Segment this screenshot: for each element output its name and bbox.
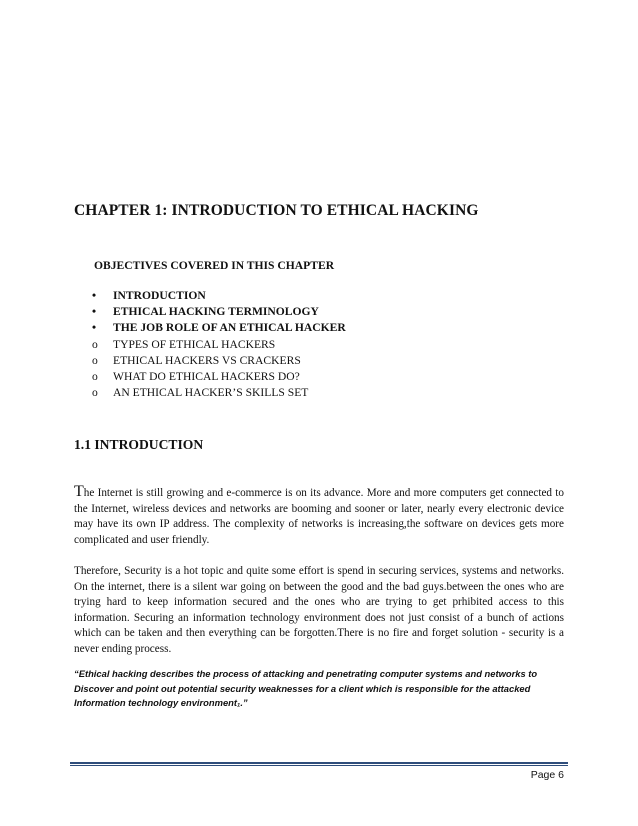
footer-divider-thin [70,765,568,766]
security-paragraph: Therefore, Security is a hot topic and quite some effort is spend in securing services, systems and networks. On the internet, there is a silent war going on between the good and the bad guys.between the ones who are trying hard to keep information secured and the ones who are trying to get prhibited access to this information. Securing an information technology environment does not just consist of a bunch of actions which can be taken and then everything can be forgotten.There is no fire and forget solution - security is a never ending process. [74,565,564,655]
objective-subitem [92,385,346,401]
objective-subitem [92,337,346,353]
objective-text: ETHICAL HACKERS VS CRACKERS [113,353,301,367]
objective-item [92,320,346,336]
footer-divider [70,762,568,764]
bullet-marker: • [92,305,97,319]
chapter-title: CHAPTER 1: INTRODUCTION TO ETHICAL HACKING [74,202,479,219]
objective-subitem [92,369,346,385]
objective-text: TYPES OF ETHICAL HACKERS [113,337,276,351]
sub-bullet-marker: o [92,370,98,384]
objective-text: INTRODUCTION [113,289,206,302]
objective-item [92,288,346,304]
bullet-marker: • [92,289,97,302]
intro-paragraph [74,483,564,548]
objective-item [92,304,346,320]
sub-bullet-marker: o [92,386,98,400]
drop-cap: T [74,483,84,500]
objective-subitem [92,353,346,369]
objectives-list [92,288,346,401]
page-number: Page 6 [530,769,564,781]
intro-paragraph-text: he Internet is still growing and e-commerce is on its advance. More and more computers get connected to the Internet, wireless devices and networks are booming and sooner or later, nearly every electronic device may have its own IP address. The complexity of networks is increasing,the software on devices gets more complicated and user friendly. [74,487,564,546]
bullet-marker: • [92,321,97,335]
sub-bullet-marker: o [92,353,98,367]
section-heading: 1.1 INTRODUCTION [74,437,204,452]
objectives-heading: OBJECTIVES COVERED IN THIS CHAPTER [94,259,335,272]
objective-text: THE JOB ROLE OF AN ETHICAL HACKER [113,321,346,335]
objective-text: AN ETHICAL HACKER’S SKILLS SET [113,386,309,400]
objective-text: ETHICAL HACKING TERMINOLOGY [113,305,319,319]
objective-text: WHAT DO ETHICAL HACKERS DO? [113,370,300,384]
sub-bullet-marker: o [92,337,98,351]
definition-quote: “Ethical hacking describes the process of attacking and penetrating computer systems and networks to Discover and point out potential security weaknesses for a client which is responsible for the attacked Information technology environment₁.” [74,668,538,709]
